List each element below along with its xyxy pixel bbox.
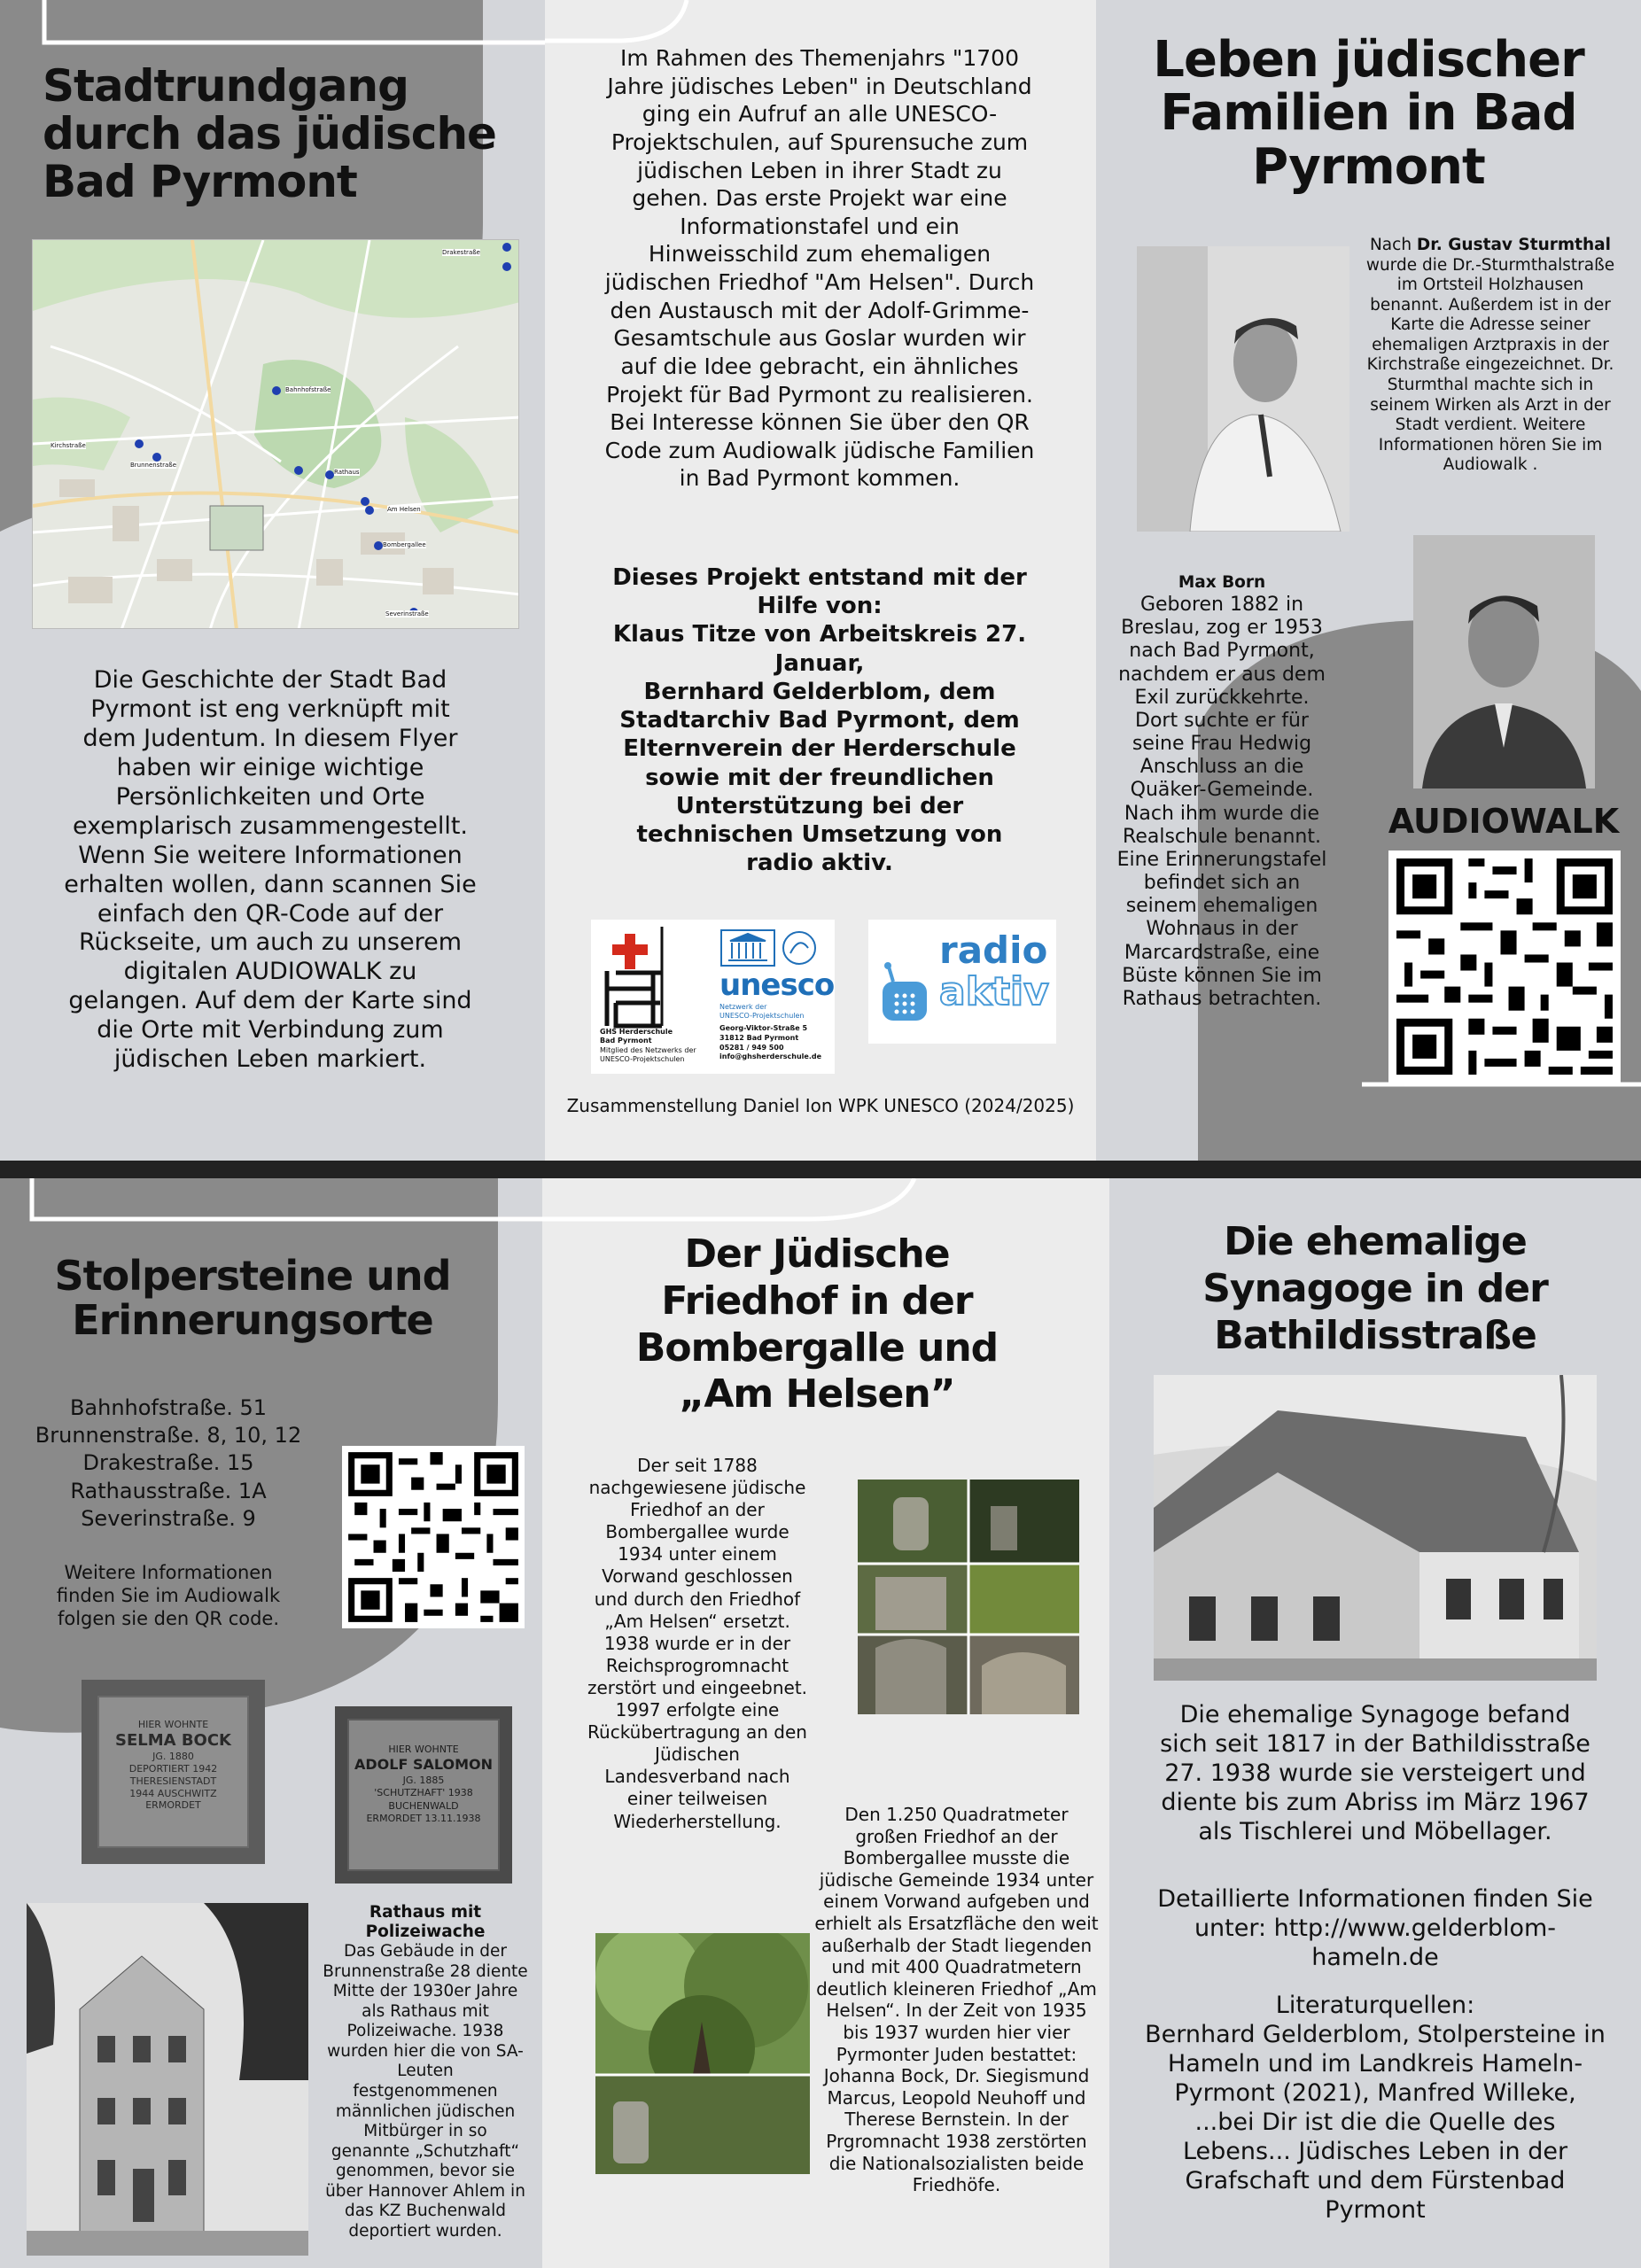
max-born-name: Max Born bbox=[1178, 573, 1266, 592]
rathaus-title: Rathaus mit Polizeiwache bbox=[365, 1903, 486, 1942]
address-line: 05281 / 949 500 bbox=[719, 1043, 784, 1052]
city-map[interactable] bbox=[32, 239, 519, 629]
ghs-line: Mitglied des Netzwerks der bbox=[600, 1045, 696, 1054]
panel-synagoge bbox=[1109, 1178, 1641, 2268]
panel-stolpersteine bbox=[0, 1178, 542, 2268]
radio-icon bbox=[877, 962, 930, 1026]
unesco-wordmark: unesco bbox=[719, 967, 835, 1003]
literature-sources: Literaturquellen: Bernhard Gelderblom, Stolpersteine in Hameln und im Landkreis Hameln-Pyrmont (2021), Manfred Willeke, ...bei Dir ist die die Quelle des Lebens... Jüdisches Leben in der Grafschaft und dem Fürstenbad Pyrmont bbox=[1145, 1992, 1606, 2224]
street-item: Brunnenstraße. 8, 10, 12 bbox=[35, 1423, 302, 1449]
address-line: Georg-Viktor-Straße 5 bbox=[719, 1024, 808, 1032]
building-drawing bbox=[27, 1903, 308, 2256]
friedhof-gravestones-photo bbox=[858, 1480, 1079, 1714]
street-item: Bahnhofstraße. 51 bbox=[69, 1395, 268, 1420]
stolpersteine-qr-code[interactable] bbox=[342, 1446, 525, 1628]
stone-inscription bbox=[97, 1696, 249, 1848]
inscription-line: DEPORTIERT 1942 bbox=[128, 1763, 218, 1775]
street-list bbox=[0, 1394, 337, 1533]
sturmthal-text-pre: Nach bbox=[1369, 236, 1417, 254]
panel-title: Die ehemalige Synagoge in der Bathildisstraße bbox=[1202, 1219, 1548, 1358]
school-address bbox=[719, 1024, 821, 1062]
street-item: Severinstraße. 9 bbox=[81, 1505, 256, 1531]
ghs-line: UNESCO-Projektschulen bbox=[600, 1055, 685, 1064]
friedhof-text-2: Den 1.250 Quadratmeter großen Friedhof an der Bombergallee musste die jüdische Gemeinde 1934 unter einem Vorwand aufgeben und erhielt als Ersatzfläche den weit außerhalb der Stadt liegenden und mit 400 Quadratmetern deutlich kleineren Friedhof „Am Helsen“. In der Zeit von 1935 bis 1937 wurden hier vier Pyrmonter Juden bestattet: Johanna Bock, Dr. Siegismund Marcus, Leopold Neuhoff und Therese Bernstein. In der Prgromnacht 1938 zerstörten die Nationalsozialisten beide Friedhöfe. bbox=[814, 1804, 1099, 2196]
inscription-line: ADOLF SALOMON bbox=[354, 1756, 493, 1774]
acknowledgements-text: Dieses Projekt entstand mit der Hilfe von: Klaus Titze von Arbeitskreis 27. Januar, Bernhard Gelderblom, dem Stadtarchiv Bad Pyrmont, dem Elternverein der Herderschule sowie mit der freundlichen Unterstützung bei der technischen Umsetzung von radio aktiv. bbox=[612, 564, 1027, 877]
map-label: Rathaus bbox=[334, 469, 360, 476]
portrait-drawing bbox=[1413, 535, 1595, 788]
stolperstein-adolf-salomon bbox=[335, 1706, 512, 1884]
ghs-caption bbox=[600, 1028, 696, 1065]
panel-title: Der Jüdische Friedhof in der Bombergalle und „Am Helsen” bbox=[635, 1231, 999, 1418]
friedhof-text-1: Der seit 1788 nachgewiesene jüdische Friedhof an der Bombergallee wurde 1934 unter einem Vorwand geschlossen und durch den Friedhof „Am Helsen“ ersetzt. 1938 wurde er in der Reichsprogromnacht zerstört und eingeebnet. 1997 erfolgte eine Rückübertragung an den Jüdischen Landesverband nach einer teilweisen Wiederherstellung. bbox=[587, 1455, 808, 1832]
inscription-line: HIER WOHNTE bbox=[137, 1719, 209, 1730]
address-line: 31812 Bad Pyrmont bbox=[719, 1033, 799, 1042]
sturmthal-photo bbox=[1137, 246, 1349, 532]
ghs-line: Bad Pyrmont bbox=[600, 1037, 652, 1045]
inscription-line: JG. 1880 bbox=[152, 1751, 194, 1763]
map-label: Bombergallee bbox=[383, 541, 426, 548]
street-item: Rathausstraße. 1A bbox=[70, 1478, 267, 1503]
map-label: Bahnhofstraße bbox=[285, 386, 331, 393]
inscription-line: SELMA BOCK bbox=[114, 1730, 232, 1750]
sturmthal-text-body: wurde die Dr.-Sturmthalstraße im Ortsteil Holzhausen benannt. Außerdem ist in der Karte die Adresse seiner ehemaligen Arztpraxis in der Kirchstraße eingezeichnet. Dr. Sturmthal machte sich in seinem Wirken als Arzt in der Stadt verdient. Weitere Informationen hören Sie im Audiowalk . bbox=[1365, 255, 1615, 475]
ghs-logo-icon bbox=[600, 927, 711, 1029]
inscription-line: JG. 1885 bbox=[402, 1775, 445, 1787]
project-intro-text: Im Rahmen des Themenjahrs "1700 Jahre jüdisches Leben" in Deutschland ging ein Aufruf an alle UNESCO-Projektschulen, auf Spurensuche zum jüdischen Leben in ihrer Stadt zu gehen. Das erste Projekt war eine Informationstafel und ein Hinweisschild zum ehemaligen jüdischen Friedhof "Am Helsen". Durch den Austausch mit der Adolf-Grimme-Gesamtschule aus Goslar wurden wir auf die Idee gebracht, ein ähnliches Projekt für Bad Pyrmont zu realisieren. Bei Interesse können Sie über den QR Code zum Audiowalk jüdische Familien in Bad Pyrmont kommen. bbox=[604, 45, 1035, 492]
inscription-line: ERMORDET 13.11.1938 bbox=[366, 1812, 481, 1824]
panel-title: Stadtrundgang durch das jüdische Bad Pyrmont bbox=[43, 60, 496, 207]
synagoge-text-2: Detaillierte Informationen finden Sie unter: http://www.gelderblom-hameln.de bbox=[1157, 1885, 1593, 1971]
unesco-sub-line: Netzwerk der bbox=[719, 1003, 767, 1011]
map-label: Kirchstraße bbox=[51, 442, 86, 449]
ghs-line: GHS Herderschule bbox=[600, 1028, 673, 1036]
intro-text: Die Geschichte der Stadt Bad Pyrmont ist eng verknüpft mit dem Judentum. In diesem Flyer haben wir einige wichtige Persönlichkeiten und Orte exemplarisch zusammengestellt. Wenn Sie weitere Informationen erhalten wollen, dann scannen Sie einfach den QR-Code auf der Rückseite, um auch zu unserem digitalen AUDIOWALK zu gelangen. Auf dem der Karte sind die Orte mit Verbindung zum jüdischen Leben markiert. bbox=[64, 666, 477, 1074]
street-item: Drakestraße. 15 bbox=[82, 1450, 254, 1476]
max-born-text: Geboren 1882 in Breslau, zog er 1953 nach Bad Pyrmont, nachdem er aus dem Exil zurückkehrte. Dort suchte er für seine Frau Hedwig Anschluss an die Quäker-Gemeinde. Nach ihm wurde die Realschule benannt. Eine Erinnerungstafel befindet sich an seinem ehemaligen Wohnaus in der Marcardstraße, eine Büste können Sie im Rathaus betrachten. bbox=[1116, 594, 1327, 1010]
map-label: Brunnenstraße bbox=[130, 462, 177, 469]
map-label: Am Helsen bbox=[387, 506, 421, 513]
panel-title: Leben jüdischer Familien in Bad Pyrmont bbox=[1153, 31, 1584, 196]
qr-code-icon bbox=[1388, 850, 1621, 1083]
trees-drawing bbox=[595, 1933, 810, 2174]
inscription-line: 1944 AUSCHWITZ bbox=[129, 1787, 217, 1799]
max-born-photo bbox=[1413, 535, 1595, 788]
map-drawing bbox=[33, 240, 519, 629]
map-label: Drakestraße bbox=[442, 249, 480, 256]
panel-familien bbox=[1096, 0, 1641, 1161]
inscription-line: 'SCHUTZHAFT' 1938 bbox=[374, 1787, 473, 1799]
panel-stadtrundgang bbox=[0, 0, 545, 1161]
map-label: Severinstraße bbox=[385, 610, 429, 617]
radio-aktiv-logo bbox=[868, 920, 1056, 1044]
unesco-sub-line: UNESCO-Projektschulen bbox=[719, 1011, 805, 1020]
radio-wordmark: radio bbox=[939, 928, 1048, 972]
unesco-subtitle bbox=[719, 1003, 805, 1020]
panel-projekt bbox=[545, 0, 1096, 1161]
friedhof-helsen-photo bbox=[595, 1933, 810, 2174]
unesco-temple-icon bbox=[719, 927, 826, 969]
school-logo bbox=[591, 920, 835, 1074]
stone-inscription bbox=[347, 1719, 500, 1871]
synagoge-photo bbox=[1154, 1375, 1597, 1681]
aktiv-wordmark: aktiv bbox=[939, 969, 1049, 1014]
inscription-line: HIER WOHNTE bbox=[388, 1744, 459, 1755]
rathaus-text: Das Gebäude in der Brunnenstraße 28 diente Mitte der 1930er Jahre als Rathaus mit Polizeiwache. 1938 wurden hier die von SA-Leuten festgenommenen männlichen jüdischen Mitbürger in so genannte „Schutzhaft“ genommen, bevor sie über Hannover Ahlem in das KZ Buchenwald deportiert wurden. bbox=[323, 1942, 528, 2241]
inscription-line: BUCHENWALD bbox=[388, 1799, 459, 1812]
gravestones-drawing bbox=[858, 1480, 1079, 1714]
audiowalk-qr-code[interactable] bbox=[1388, 850, 1621, 1083]
panel-title: Stolpersteine und Erinnerungsorte bbox=[54, 1252, 451, 1344]
portrait-drawing bbox=[1137, 246, 1349, 532]
address-line: info@ghsherderschule.de bbox=[719, 1052, 822, 1061]
qr-code-icon bbox=[342, 1446, 525, 1628]
stolperstein-selma-bock bbox=[82, 1680, 265, 1864]
rathaus-photo bbox=[27, 1903, 308, 2256]
audiowalk-info: Weitere Informationen finden Sie im Audiowalk folgen sie den QR code. bbox=[56, 1562, 281, 1630]
inscription-line: THERESIENSTADT bbox=[129, 1775, 217, 1787]
inscription-line: ERMORDET bbox=[145, 1799, 201, 1812]
synagoge-drawing bbox=[1154, 1375, 1597, 1681]
credit-line: Zusammenstellung Daniel Ion WPK UNESCO (2024/2025) bbox=[566, 1095, 1075, 1116]
sturmthal-text bbox=[1362, 236, 1619, 476]
synagoge-text-1: Die ehemalige Synagoge befand sich seit 1817 in der Bathildisstraße 27. 1938 wurde sie versteigert und diente bis zum Abriss im März 1967 als Tischlerei und Möbellager. bbox=[1160, 1701, 1590, 1845]
fold-divider bbox=[0, 1161, 1641, 1178]
audiowalk-heading: AUDIOWALK bbox=[1388, 802, 1620, 841]
sturmthal-name: Dr. Gustav Sturmthal bbox=[1416, 236, 1612, 254]
panel-friedhof bbox=[542, 1178, 1109, 2268]
